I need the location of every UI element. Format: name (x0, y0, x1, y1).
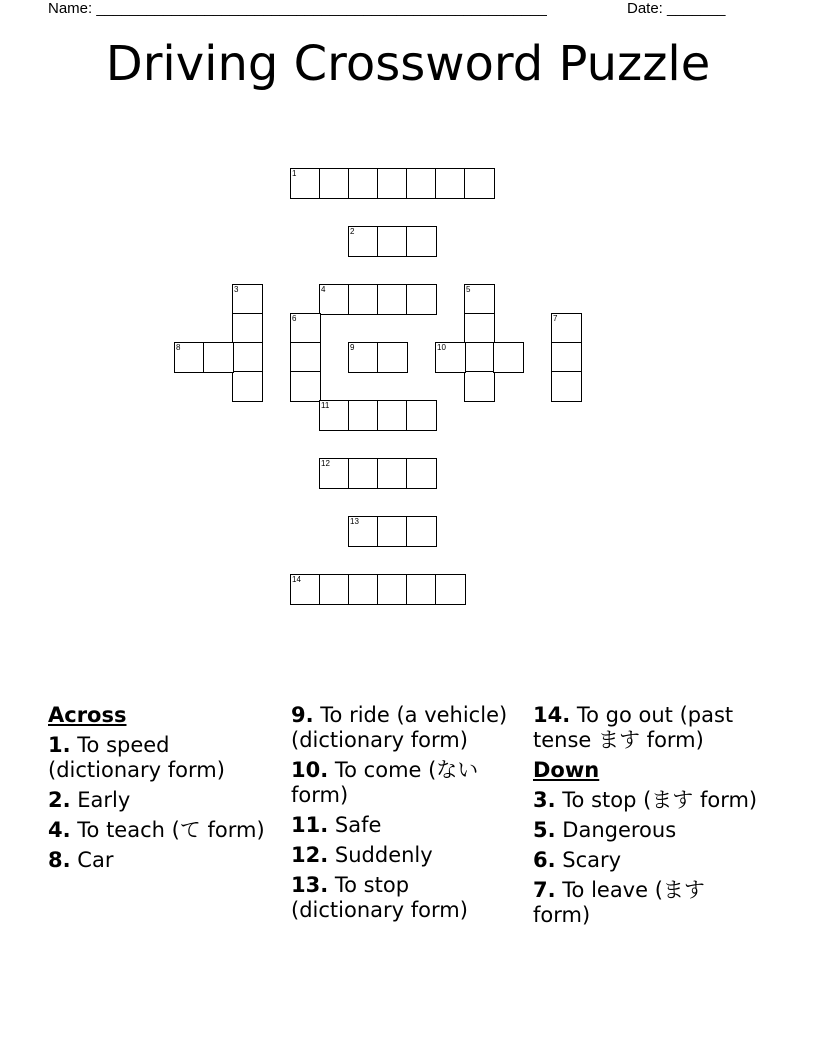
crossword-cell-11[interactable] (319, 400, 350, 431)
crossword-cell[interactable] (406, 284, 437, 315)
cell-number: 11 (321, 401, 330, 410)
crossword-cell[interactable] (348, 168, 379, 199)
crossword-cell-6[interactable] (290, 313, 321, 344)
down-clue (533, 848, 765, 873)
crossword-cell[interactable] (377, 168, 408, 199)
clue-number: 2. (48, 788, 71, 812)
clue-number: 3. (533, 788, 556, 812)
cell-number: 6 (292, 314, 297, 323)
across-clue (291, 873, 523, 923)
crossword-cell-4[interactable] (319, 284, 350, 315)
crossword-cell[interactable] (551, 342, 582, 373)
clue-text: Early (77, 788, 131, 812)
cell-number: 4 (321, 285, 326, 294)
crossword-cell-13[interactable] (348, 516, 379, 547)
crossword-cell[interactable] (348, 458, 379, 489)
crossword-cell[interactable] (406, 574, 437, 605)
crossword-cell[interactable] (348, 284, 379, 315)
across-clue (291, 813, 523, 838)
across-clue (291, 758, 523, 808)
across-heading: Across (48, 703, 127, 727)
crossword-cell[interactable] (377, 400, 408, 431)
clue-number: 10. (291, 758, 329, 782)
crossword-cell[interactable] (203, 342, 234, 373)
crossword-cell[interactable] (377, 516, 408, 547)
down-clue (533, 878, 765, 928)
crossword-cell-8[interactable] (174, 342, 205, 373)
crossword-cell[interactable] (348, 400, 379, 431)
crossword-cell[interactable] (406, 400, 437, 431)
clue-text: To ride (a vehicle) (dictionary form) (291, 703, 508, 752)
crossword-cell[interactable] (406, 516, 437, 547)
clue-number: 9. (291, 703, 314, 727)
across-clue (48, 848, 280, 873)
clue-number: 6. (533, 848, 556, 872)
across-clue (533, 703, 765, 753)
crossword-cell-14[interactable] (290, 574, 321, 605)
clue-number: 1. (48, 733, 71, 757)
clue-number: 5. (533, 818, 556, 842)
crossword-cell[interactable] (377, 458, 408, 489)
clue-text: To come (ない form) (291, 758, 479, 807)
cell-number: 14 (292, 575, 301, 584)
clue-text: To leave (ます form) (533, 878, 705, 927)
cell-number: 12 (321, 459, 330, 468)
cell-number: 7 (553, 314, 558, 323)
clue-number: 11. (291, 813, 329, 837)
crossword-cell[interactable] (319, 168, 350, 199)
across-clue (48, 788, 280, 813)
crossword-cell-12[interactable] (319, 458, 350, 489)
cell-number: 1 (292, 169, 297, 178)
page-title: Driving Crossword Puzzle (105, 36, 711, 92)
clue-text: Suddenly (334, 843, 433, 867)
clue-text: Dangerous (562, 818, 677, 842)
cell-number: 10 (437, 343, 446, 352)
crossword-cell[interactable] (377, 284, 408, 315)
clue-text: Scary (562, 848, 622, 872)
down-heading: Down (533, 758, 600, 782)
clue-number: 13. (291, 873, 329, 897)
crossword-cell[interactable] (406, 226, 437, 257)
down-clue (533, 818, 765, 843)
across-clue (291, 703, 523, 753)
across-clue (291, 843, 523, 868)
name-field-line[interactable]: Name: ______________________________________________________ (48, 0, 547, 17)
crossword-cell[interactable] (551, 371, 582, 402)
crossword-cell[interactable] (377, 574, 408, 605)
crossword-cell[interactable] (464, 342, 495, 373)
crossword-cell[interactable] (319, 574, 350, 605)
across-clue (48, 733, 280, 783)
crossword-cell-3[interactable] (232, 284, 263, 315)
clue-text: To stop (ます form) (562, 788, 758, 812)
cell-number: 8 (176, 343, 181, 352)
crossword-cell[interactable] (464, 313, 495, 344)
clue-text: To speed (dictionary form) (48, 733, 225, 782)
crossword-cell[interactable] (435, 168, 466, 199)
clue-text: To teach (て form) (77, 818, 265, 842)
down-clue (533, 788, 765, 813)
cell-number: 9 (350, 343, 355, 352)
crossword-cell[interactable] (464, 168, 495, 199)
crossword-cell-10[interactable] (435, 342, 466, 373)
crossword-cell[interactable] (348, 574, 379, 605)
crossword-cell[interactable] (493, 342, 524, 373)
crossword-cell-7[interactable] (551, 313, 582, 344)
clue-column-1 (48, 703, 280, 878)
crossword-cell-1[interactable] (290, 168, 321, 199)
clue-text: Safe (334, 813, 382, 837)
crossword-cell[interactable] (435, 574, 466, 605)
crossword-cell[interactable] (232, 371, 263, 402)
clue-number: 7. (533, 878, 556, 902)
crossword-cell[interactable] (464, 371, 495, 402)
crossword-cell[interactable] (377, 342, 408, 373)
cell-number: 2 (350, 227, 355, 236)
crossword-cell-2[interactable] (348, 226, 379, 257)
crossword-cell[interactable] (290, 371, 321, 402)
crossword-cell-5[interactable] (464, 284, 495, 315)
cell-number: 13 (350, 517, 359, 526)
crossword-cell[interactable] (232, 342, 263, 373)
date-field-line[interactable]: Date: _______ (627, 0, 726, 17)
clue-number: 14. (533, 703, 571, 727)
across-clue (48, 818, 280, 843)
crossword-cell[interactable] (377, 226, 408, 257)
crossword-cell-9[interactable] (348, 342, 379, 373)
clue-text: Car (77, 848, 114, 872)
crossword-cell[interactable] (406, 458, 437, 489)
clue-column-2 (291, 703, 523, 928)
cell-number: 5 (466, 285, 471, 294)
crossword-cell[interactable] (290, 342, 321, 373)
clue-text: To stop (dictionary form) (291, 873, 468, 922)
clue-column-3 (533, 703, 765, 933)
crossword-cell[interactable] (406, 168, 437, 199)
crossword-cell[interactable] (232, 313, 263, 344)
clue-number: 4. (48, 818, 71, 842)
clue-number: 12. (291, 843, 329, 867)
clue-text: To go out (past tense ます form) (533, 703, 734, 752)
clue-number: 8. (48, 848, 71, 872)
cell-number: 3 (234, 285, 239, 294)
